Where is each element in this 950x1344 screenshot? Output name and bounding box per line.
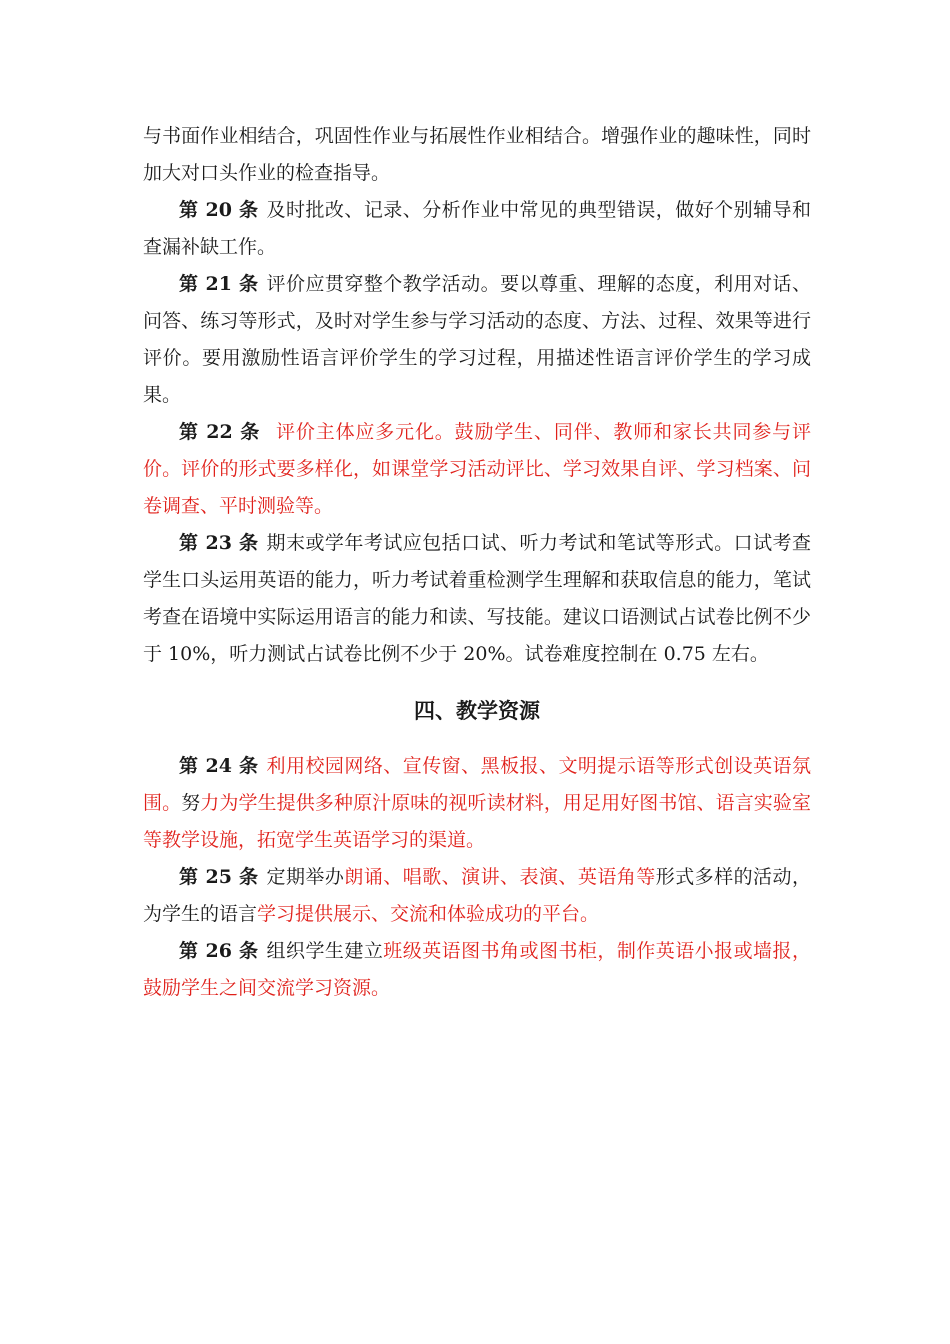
article-24-text-red-1: 利用校园网络、宣传窗、黑板报、文明提示语等形式创设英语氛围。 (143, 755, 811, 814)
article-24-text-black-1: 努 (181, 792, 201, 814)
article-25-text-red-2: 学习提供展示、交流和体验成功的平台。 (257, 903, 600, 925)
article-20 (143, 192, 811, 266)
article-22-number: 第 22 条 (179, 421, 261, 443)
article-20-text: 及时批改、记录、分析作业中常见的典型错误，做好个别辅导和查漏补缺工作。 (143, 199, 811, 258)
article-26-text-black-1: 组织学生建立 (266, 940, 384, 962)
article-25 (143, 859, 811, 933)
article-21 (143, 266, 811, 414)
article-21-text: 评价应贯穿整个教学活动。要以尊重、理解的态度，利用对话、问答、练习等形式，及时对学生参与学习活动的态度、方法、过程、效果等进行评价。要用激励性语言评价学生的学习过程，用描述性语言评价学生的学习成果。 (143, 273, 811, 406)
article-21-number: 第 21 条 (179, 273, 259, 295)
article-22-text: 评价主体应多元化。鼓励学生、同伴、教师和家长共同参与评价。评价的形式要多样化，如课堂学习活动评比、学习效果自评、学习档案、问卷调查、平时测验等。 (143, 421, 811, 517)
paragraph-intro-text: 与书面作业相结合，巩固性作业与拓展性作业相结合。增强作业的趣味性，同时加大对口头作业的检查指导。 (143, 125, 811, 184)
paragraph-intro (143, 118, 811, 192)
article-26-text-red-1: 班级英语图书角或图书柜，制作英语小报或墙报，鼓励学生之间交流学习资源。 (143, 940, 811, 999)
document-body (143, 118, 811, 1007)
article-23-number: 第 23 条 (179, 532, 259, 554)
article-26 (143, 933, 811, 1007)
article-23 (143, 525, 811, 673)
article-26-number: 第 26 条 (179, 940, 259, 962)
article-25-text-black-1: 定期举办 (266, 866, 345, 888)
article-25-text-black-2: 形式多样的活动，为学生的语言 (143, 866, 811, 925)
article-24-number: 第 24 条 (179, 755, 259, 777)
article-23-text: 期末或学年考试应包括口试、听力考试和笔试等形式。口试考查学生口头运用英语的能力，听力考试着重检测学生理解和获取信息的能力，笔试考查在语境中实际运用语言的能力和读、写技能。建议口语测试占试卷比例不少于 10%，听力测试占试卷比例不少于 20%。试卷难度控制在 0.75 左右。 (143, 532, 811, 665)
article-24 (143, 748, 811, 859)
article-20-number: 第 20 条 (179, 199, 259, 221)
article-25-number: 第 25 条 (179, 866, 259, 888)
article-24-text-red-2: 力为学生提供多种原汁原味的视听读材料，用足用好图书馆、语言实验室等教学设施，拓宽学生英语学习的渠道。 (143, 792, 811, 851)
section-heading: 四、教学资源 (414, 698, 540, 723)
article-25-text-red-1: 朗诵、唱歌、演讲、表演、英语角等 (344, 866, 656, 888)
article-22 (143, 414, 811, 525)
